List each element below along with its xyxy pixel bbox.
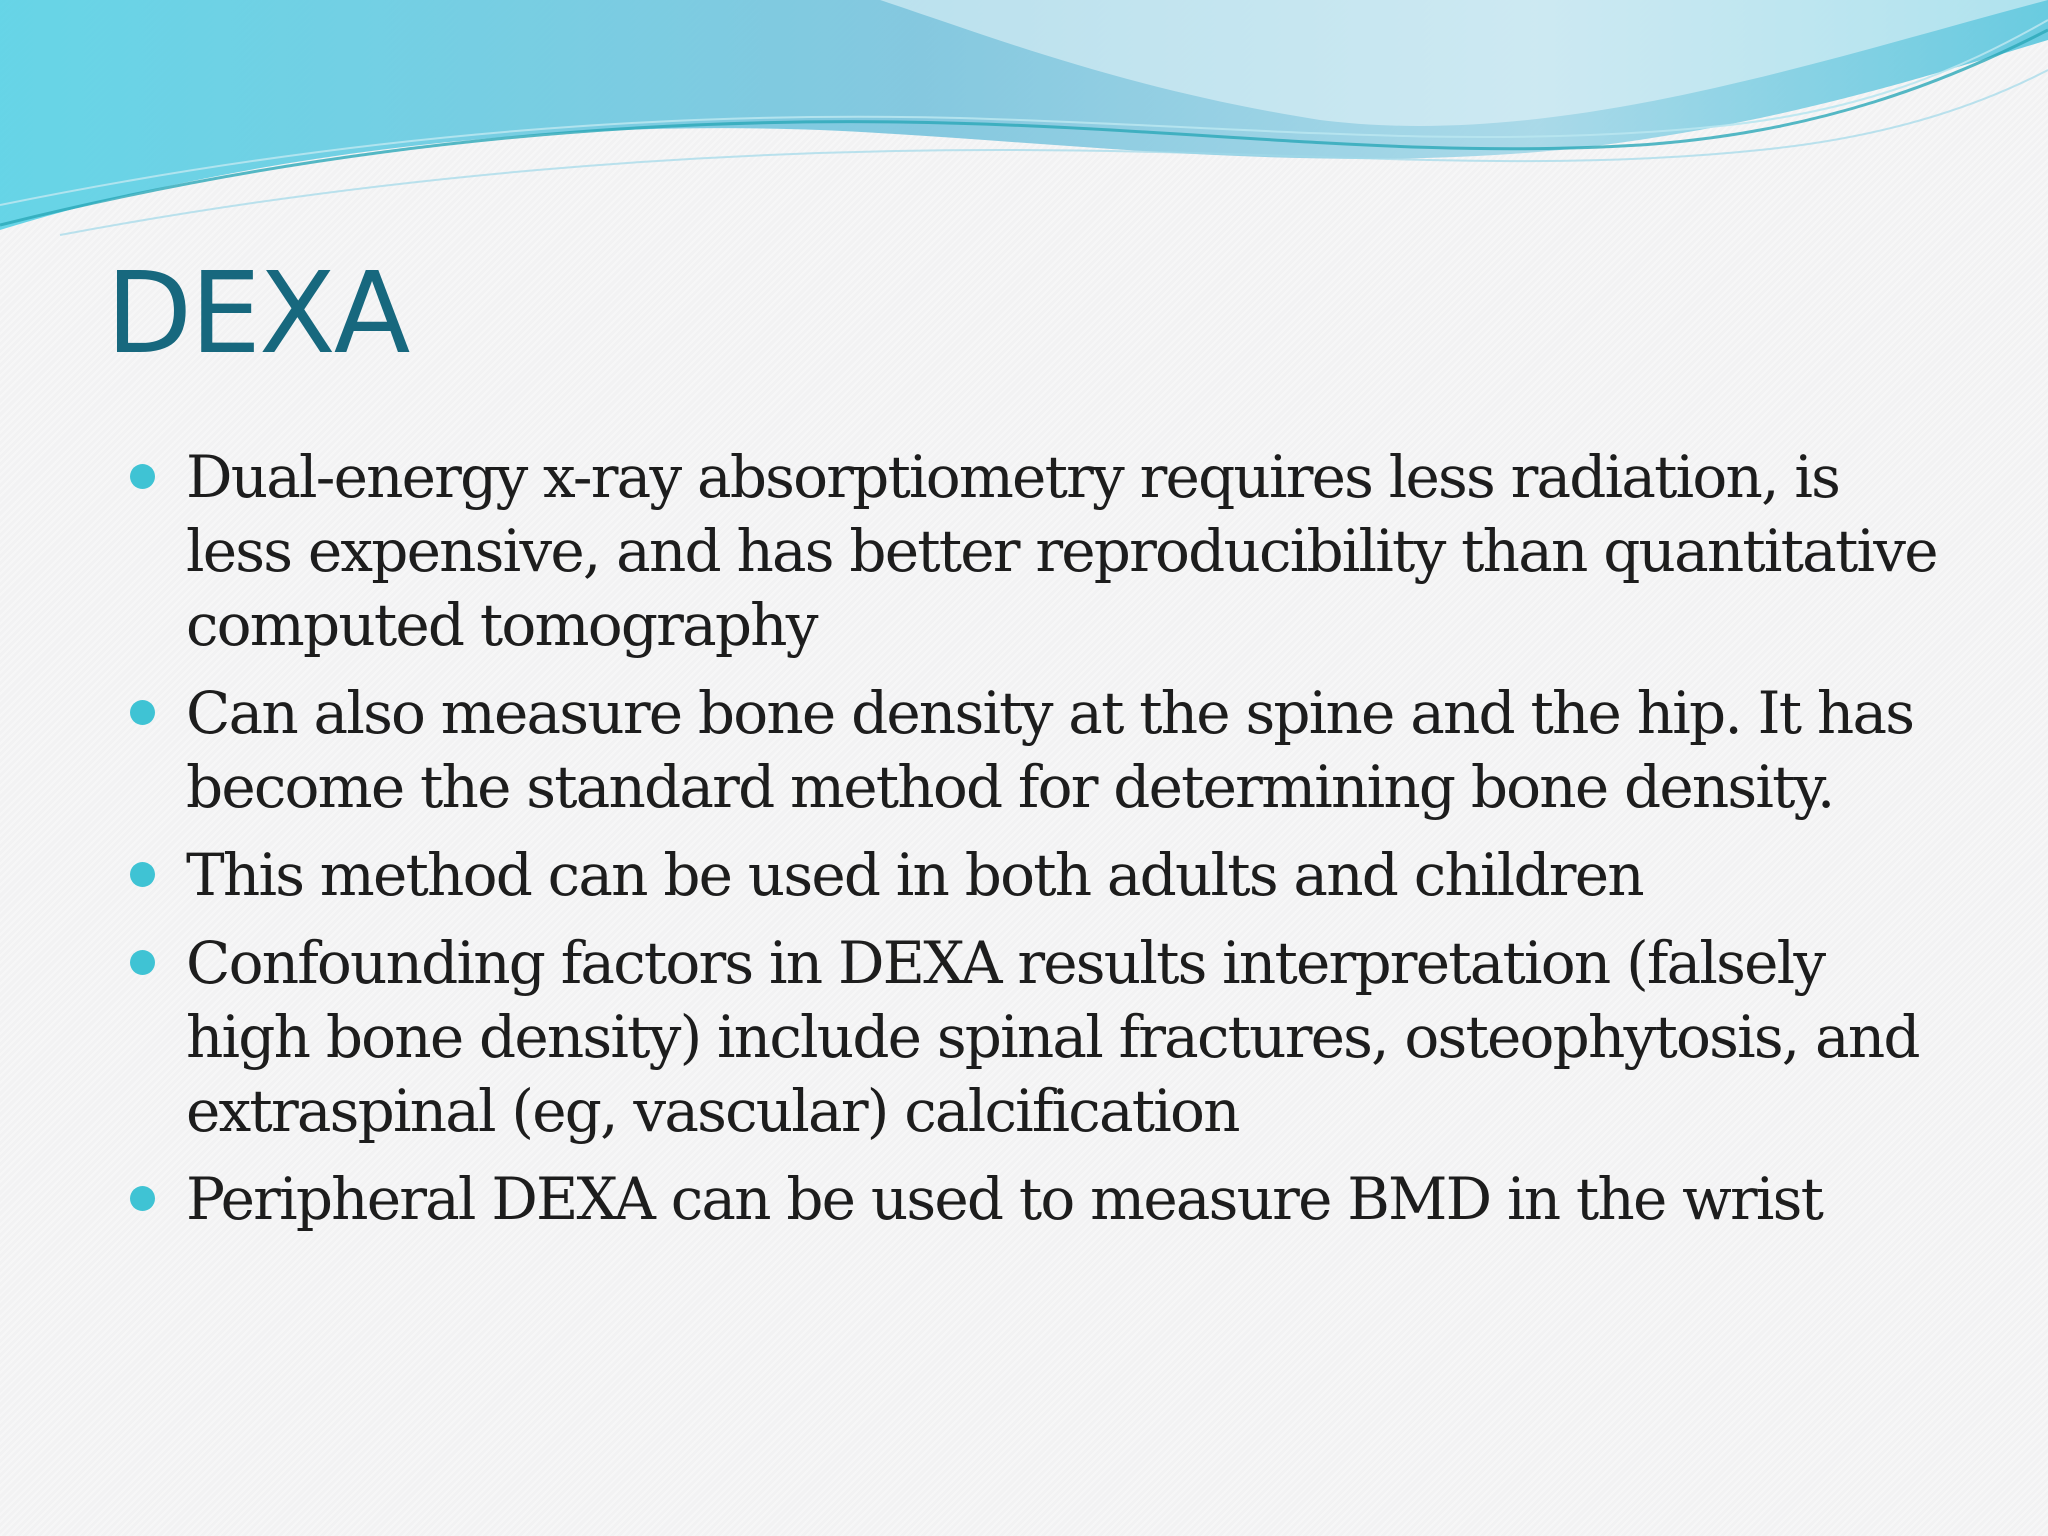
bullet-text: This method can be used in both adults and children [186,841,1643,909]
bullet-text: Peripheral DEXA can be used to measure BMD in the wrist [186,1165,1823,1233]
bullet-text: Dual-energy x-ray absorptiometry requires less radiation, is less expensive, and has better reproducibility than quantitative computed tomography [186,443,1937,659]
bullet-item [130,1162,1960,1236]
bullet-dot-icon [130,700,155,725]
bullet-dot-icon [130,464,155,489]
bullet-item [130,440,1960,662]
header-wave-decoration [0,0,2048,240]
slide-title: DEXA [106,249,409,379]
bullet-item [130,676,1960,824]
bullet-dot-icon [130,1186,155,1211]
bullet-dot-icon [130,862,155,887]
bullet-item [130,926,1960,1148]
bullet-list [130,440,1960,1250]
bullet-item [130,838,1960,912]
bullet-dot-icon [130,950,155,975]
bullet-text: Confounding factors in DEXA results interpretation (falsely high bone density) include spinal fractures, osteophytosis, and extraspinal (eg, vascular) calcification [186,929,1919,1145]
bullet-text: Can also measure bone density at the spine and the hip. It has become the standard method for determining bone density. [186,679,1914,821]
